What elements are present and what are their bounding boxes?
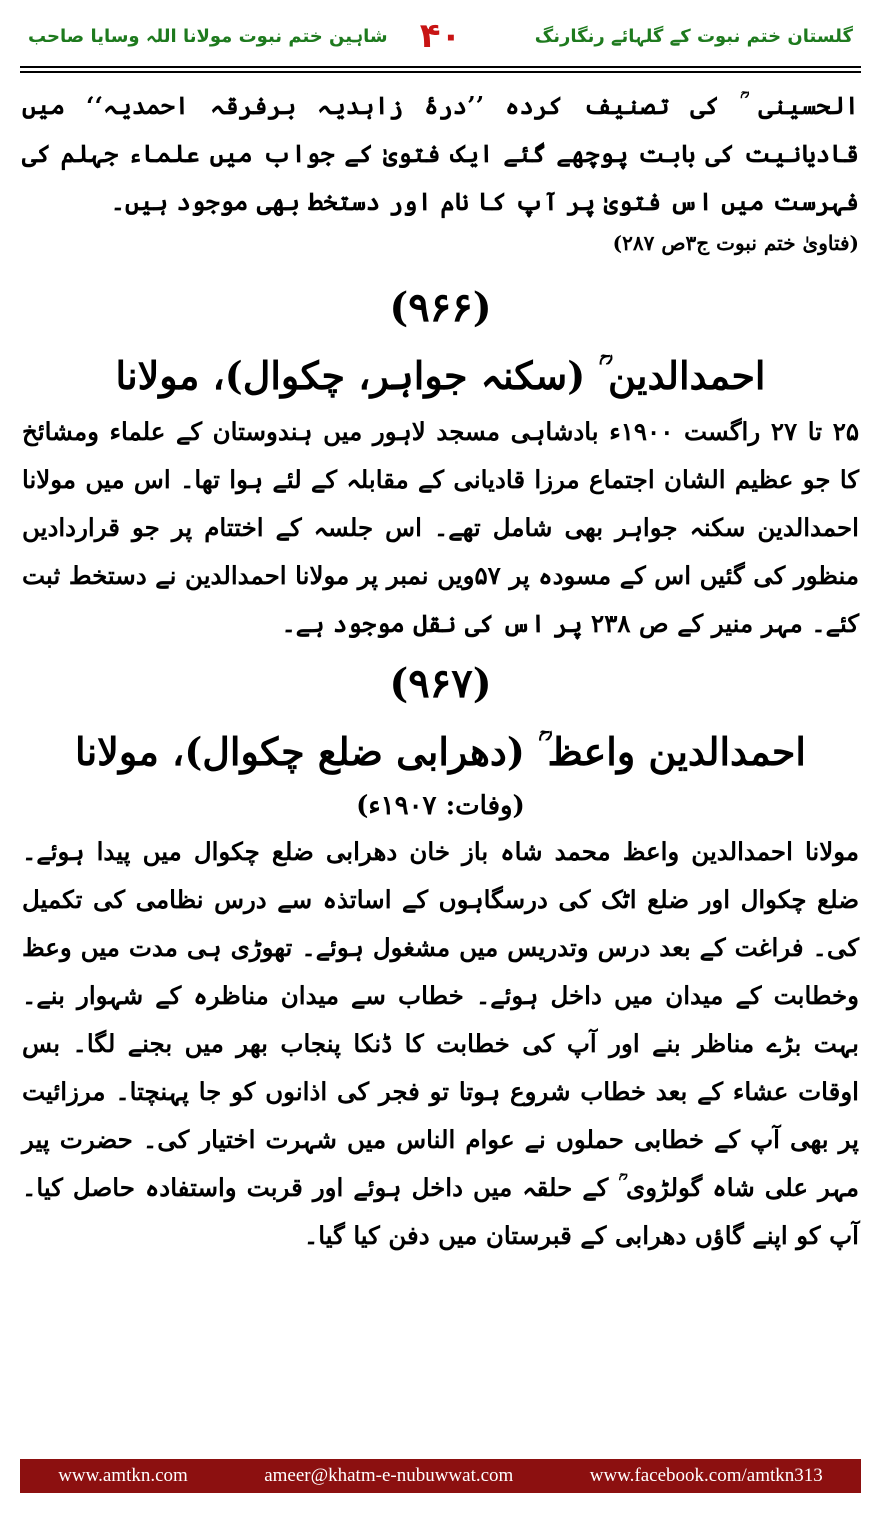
intro-paragraph: الحسینی ؒ کی تصنیف کردہ ’’درۂ زاہدیہ برفرقہ احمدیہ‘‘ میں قادیانیت کی بابت پوچھے گئے ایک فتویٰ کے جواب میں علماء جہلم کی فہرست میں اس فتویٰ پر آپ کا نام اور دستخط بھی موجود ہیں۔: [22, 91, 859, 216]
footer-bar: [20, 1459, 861, 1493]
entry-title: احمدالدین واعظ ؒ (دھرابی ضلع چکوال)، مولانا: [75, 729, 806, 774]
header-divider: [20, 66, 861, 68]
entry-paragraph: ۲۵ تا ۲۷ راگست ۱۹۰۰ء بادشاہی مسجد لاہور میں ہندوستان کے علماء ومشائخ کا جو عظیم الشان اجتماع مرزا قادیانی کے مقابلہ کے لئے ہوا تھا۔ اس میں مولانا احمدالدین سکنہ جواہر بھی شامل تھے۔ اس جلسہ کے اختتام پر جو قراردادیں منظور کی گئیں اس کے مسودہ پر ۵۷ویں نمبر پر مولانا احمدالدین نے دستخط ثبت کئے۔ مہر منیر کے ص ۲۳۸ پر اس کی نقل موجود ہے۔: [22, 417, 860, 638]
intro-reference: (فتاویٰ ختم نبوت ج۳ص ۲۸۷): [612, 231, 859, 255]
author-title: شاہین ختم نبوت مولانا اللہ وسایا صاحب: [28, 26, 388, 47]
header-divider-second: [20, 71, 861, 73]
page-header: [20, 14, 861, 66]
book-title: گلستان ختم نبوت کے گلہائے رنگارنگ: [534, 26, 853, 47]
entry-number: (۹۶۶): [389, 284, 492, 331]
page-content: [22, 82, 859, 1260]
email-link[interactable]: ameer@khatm-e-nubuwwat.com: [264, 1465, 514, 1486]
website-link[interactable]: www.amtkn.com: [58, 1465, 188, 1486]
entry-subtitle: (وفات: ۱۹۰۷ء): [356, 791, 525, 821]
facebook-link[interactable]: www.facebook.com/amtkn313: [589, 1465, 823, 1486]
entry-number: (۹۶۷): [389, 660, 492, 707]
entry-paragraph: مولانا احمدالدین واعظ محمد شاہ باز خان دھرابی ضلع چکوال میں پیدا ہوئے۔ ضلع چکوال اور ضلع اٹک کی درسگاہوں کے اساتذہ سے درس نظامی کی تکمیل کی۔ فراغت کے بعد درس وتدریس میں مشغول ہوئے۔ تھوڑی ہی مدت میں وعظ وخطابت کے میدان میں داخل ہوئے۔ خطاب سے میدان مناظرہ کے شہوار بنے۔ بہت بڑے مناظر بنے اور آپ کی خطابت کا ڈنکا پنجاب بھر میں بجنے لگا۔ بس اوقات عشاء کے بعد خطاب شروع ہوتا تو فجر کی اذانوں کو جا پہنچتا۔ مرزائیت پر بھی آپ کے خطابی حملوں نے عوام الناس میں شہرت اختیار کی۔ حضرت پیر مہر علی شاہ گولڑوی ؒ کے حلقہ میں داخل ہوئے اور قربت واستفادہ حاصل کیا۔ آپ کو اپنے گاؤں دھرابی کے قبرستان میں دفن کیا گیا۔: [22, 837, 859, 1250]
page-number: ۴۰: [419, 16, 462, 56]
entry-title: احمدالدین ؒ (سکنہ جواہر، چکوال)، مولانا: [115, 353, 766, 398]
